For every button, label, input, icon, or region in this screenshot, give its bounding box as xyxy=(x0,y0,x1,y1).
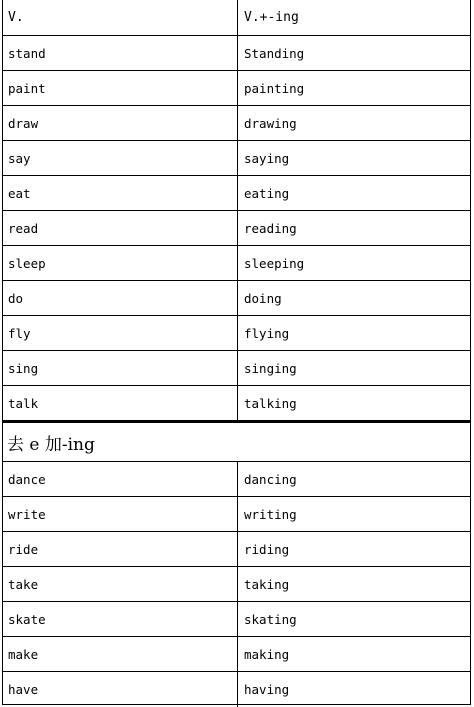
verb-ing-cell: having xyxy=(244,682,290,697)
verb-ing-cell: painting xyxy=(244,80,305,96)
table-row xyxy=(3,602,470,637)
table-row xyxy=(3,176,470,211)
table-row xyxy=(3,36,470,71)
verb-ing-cell: sleeping xyxy=(244,255,305,271)
verb-ing-cell: taking xyxy=(244,576,290,592)
table-row xyxy=(3,141,470,176)
table-row xyxy=(3,71,470,106)
header-verb: V. xyxy=(3,0,238,35)
verb-cell: sleep xyxy=(3,246,238,280)
verb-ing-cell: flying xyxy=(244,325,290,341)
verb-cell: say xyxy=(3,141,238,175)
table-row xyxy=(3,497,470,532)
table-header-row xyxy=(3,0,470,36)
verb-cell: make xyxy=(3,637,238,671)
table-row xyxy=(3,246,470,281)
verb-cell: ride xyxy=(3,532,238,566)
table-row xyxy=(3,281,470,316)
verb-ing-cell: reading xyxy=(244,220,297,236)
verb-cell: stand xyxy=(3,36,238,70)
verb-ing-cell: doing xyxy=(244,290,282,306)
verb-ing-cell: talking xyxy=(244,395,297,411)
verb-cell: paint xyxy=(3,71,238,105)
table-row xyxy=(3,316,470,351)
section-title: 去 e 加-ing xyxy=(3,423,470,462)
verb-cell: skate xyxy=(3,602,238,636)
verb-ing-cell: skating xyxy=(244,611,297,627)
verb-ing-cell: eating xyxy=(244,185,290,201)
verb-cell: talk xyxy=(3,386,238,420)
header-verb-ing: V.+-ing xyxy=(244,10,299,25)
table-row xyxy=(3,211,470,246)
verb-ing-cell: making xyxy=(244,646,290,662)
verb-table xyxy=(2,0,471,705)
table-row xyxy=(3,106,470,141)
verb-cell: read xyxy=(3,211,238,245)
table-row xyxy=(3,462,470,497)
verb-cell: do xyxy=(3,281,238,315)
verb-ing-cell: singing xyxy=(244,360,297,376)
verb-cell: fly xyxy=(3,316,238,350)
group-drop-e-add-ing xyxy=(3,462,470,707)
verb-cell: eat xyxy=(3,176,238,210)
table-row xyxy=(3,637,470,672)
table-row xyxy=(3,532,470,567)
verb-ing-cell: saying xyxy=(244,150,290,166)
group-add-ing xyxy=(3,36,470,423)
table-row xyxy=(3,351,470,386)
verb-cell: sing xyxy=(3,351,238,385)
verb-ing-cell: riding xyxy=(244,541,290,557)
verb-cell: dance xyxy=(3,462,238,496)
table-row xyxy=(3,567,470,602)
verb-ing-cell: drawing xyxy=(244,115,297,131)
verb-cell: have xyxy=(3,672,238,707)
verb-ing-cell: dancing xyxy=(244,471,297,487)
verb-ing-cell: Standing xyxy=(244,45,305,61)
verb-cell: write xyxy=(3,497,238,531)
verb-cell: take xyxy=(3,567,238,601)
table-row xyxy=(3,386,470,423)
verb-ing-cell: writing xyxy=(244,506,297,522)
table-row xyxy=(3,672,470,707)
verb-cell: draw xyxy=(3,106,238,140)
